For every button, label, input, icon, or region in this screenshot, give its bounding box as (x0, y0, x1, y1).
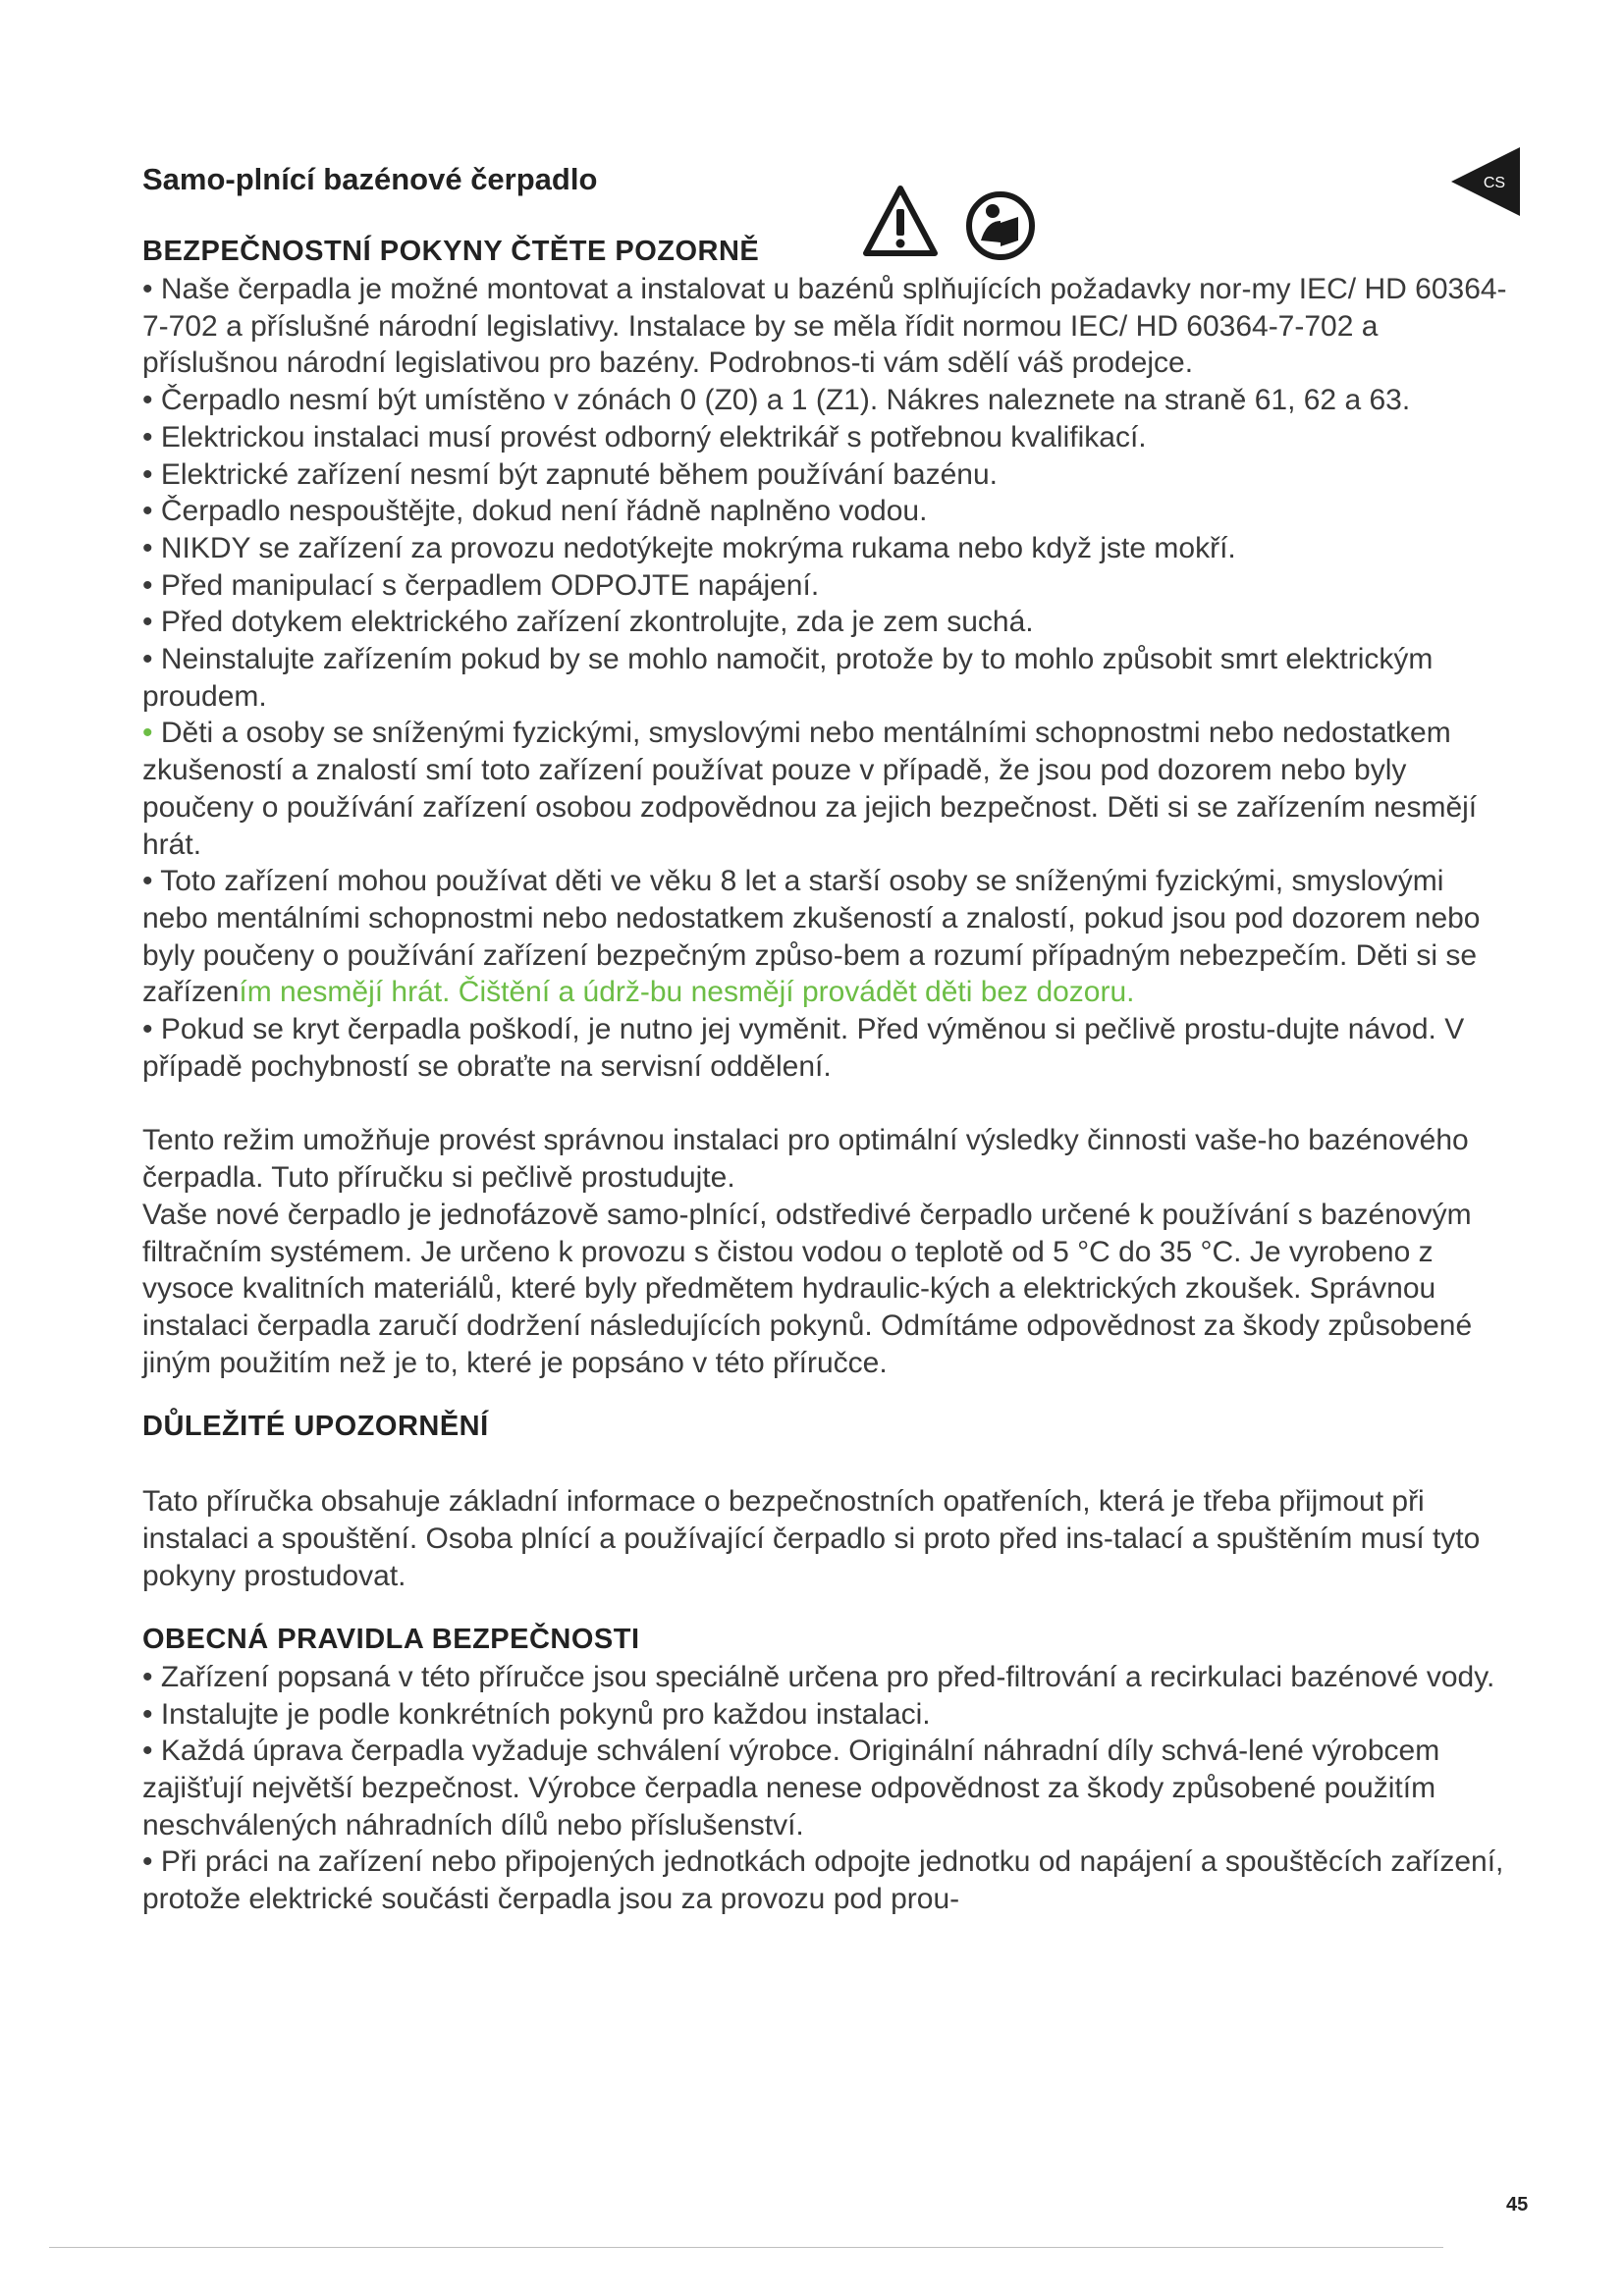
warning-triangle-icon (862, 184, 939, 258)
safety-item-text: • Toto zařízení mohou používat děti ve věku 8 let a starší osoby se sníženými fyzickými, smyslovými nebo mentálními schopnostmi nebo nedostatkem zkušeností a znalostí, pokud jsou pod dozorem nebo byly poučeny o používání zařízení bezpečným způso-bem a rozumí případným nebezpečím. Děti si se zařízen (142, 865, 1481, 1009)
language-tab (1451, 147, 1520, 216)
document-body (142, 271, 1517, 1918)
important-text: Tato příručka obsahuje základní informace o bezpečnostních opatřeních, která je třeba přijmout při instalaci a spouštění. Osoba plnící a používající čerpadlo si proto před ins-talací a spuštěním musí tyto pokyny prostudovat. (142, 1485, 1481, 1592)
safety-item: • Před manipulací s čerpadlem ODPOJTE napájení. (142, 568, 820, 602)
read-manual-icon (957, 191, 1044, 260)
safety-item: • Pokud se kryt čerpadla poškodí, je nutno jej vyměnit. Před výměnou si pečlivě prostu-dujte návod. V případě pochybností se obraťte na servisní oddělení. (142, 1013, 1465, 1083)
language-code: CS (1483, 175, 1506, 191)
highlighted-text: ím nesmějí hrát. Čištění a údrž-bu nesmějí provádět děti bez dozoru. (239, 976, 1135, 1009)
general-item: • Při práci na zařízení nebo připojených jednotkách odpojte jednotku od napájení a spouštěcích zařízení, protože elektrické součásti čerpadla jsou za provozu pod prou- (142, 1845, 1504, 1916)
safety-item: • NIKDY se zařízení za provozu nedotýkejte mokrýma rukama nebo když jste mokří. (142, 531, 1236, 564)
safety-item: • Naše čerpadla je možné montovat a instalovat u bazénů splňujících požadavky nor-my IEC/ HD 60364- 7-702 a příslušné národní legislativy. Instalace by se měla řídit normou IEC/ HD 60364-7-702 a příslušnou národní legislativou pro bazény. Podrobnos-ti vám sdělí váš prodejce. (142, 273, 1507, 380)
safety-heading: BEZPEČNOSTNÍ POKYNY ČTĚTE POZORNĚ (142, 236, 760, 267)
general-item: • Každá úprava čerpadla vyžaduje schválení výrobce. Originální náhradní díly schvá-lené výrobcem zajišťují největší bezpečnost. Výrobce čerpadla nenese odpovědnost za škody způsobené použitím neschválených náhradních dílů nebo příslušenství. (142, 1735, 1440, 1842)
general-item: • Zařízení popsaná v této příručce jsou speciálně určena pro před-filtrování a recirkulaci bazénové vody. (142, 1660, 1495, 1693)
general-item: • Instalujte je podle konkrétních pokynů pro každou instalaci. (142, 1697, 931, 1731)
page-title: Samo-plnící bazénové čerpadlo (142, 162, 598, 196)
footer-divider (49, 2247, 1443, 2248)
general-heading: OBECNÁ PRAVIDLA BEZPEČNOSTI (142, 1624, 640, 1656)
important-heading: DŮLEŽITÉ UPOZORNĚNÍ (142, 1411, 489, 1443)
safety-item: • Před dotykem elektrického zařízení zkontrolujte, zda je zem suchá. (142, 606, 1034, 639)
safety-item: • Elektrické zařízení nesmí být zapnuté během používání bazénu. (142, 457, 998, 491)
safety-item: • Čerpadlo nespouštějte, dokud není řádně naplněno vodou. (142, 495, 928, 528)
safety-item: • Elektrickou instalaci musí provést odborný elektrikář s potřebnou kvalifikací. (142, 420, 1147, 454)
intro-paragraph: Vaše nové čerpadlo je jednofázově samo-plnící, odstředivé čerpadlo určené k používání s bazénovým filtračním systémem. Je určeno k provozu s čistou vodou o teplotě od 5 °C do 35 °C. Je vyrobeno z vysoce kvalitních materiálů, které byly předmětem hydraulic-kých a elektrických zkoušek. Správnou instalaci čerpadla zaručí dodržení následujících pokynů. Odmítáme odpovědnost za škody způsobené jiným použitím než je to, které je popsáno v této příručce. (142, 1198, 1473, 1379)
safety-item: • Čerpadlo nesmí být umístěno v zónách 0 (Z0) a 1 (Z1). Nákres naleznete na straně 61, 62 a 63. (142, 384, 1411, 417)
safety-item-text: Děti a osoby se sníženými fyzickými, smyslovými nebo mentálními schopnostmi nebo nedostatkem zkušeností a znalostí smí toto zařízení používat pouze v případě, že jsou pod dozorem nebo byly poučeny o používání zařízení osobou zodpovědnou za jejich bezpečnost. Děti si se zařízením nesmějí hrát. (142, 717, 1478, 861)
safety-item-children (142, 715, 1517, 863)
safety-item: • Neinstalujte zařízením pokud by se mohlo namočit, protože by to mohlo způsobit smrt elektrickým proudem. (142, 643, 1434, 713)
green-bullet: • (142, 717, 153, 750)
page-number: 45 (1506, 2194, 1529, 2216)
intro-paragraph: Tento režim umožňuje provést správnou instalaci pro optimální výsledky činnosti vaše-ho bazénového čerpadla. Tuto příručku si pečlivě prostudujte. (142, 1124, 1469, 1195)
safety-item-age (142, 863, 1517, 1011)
